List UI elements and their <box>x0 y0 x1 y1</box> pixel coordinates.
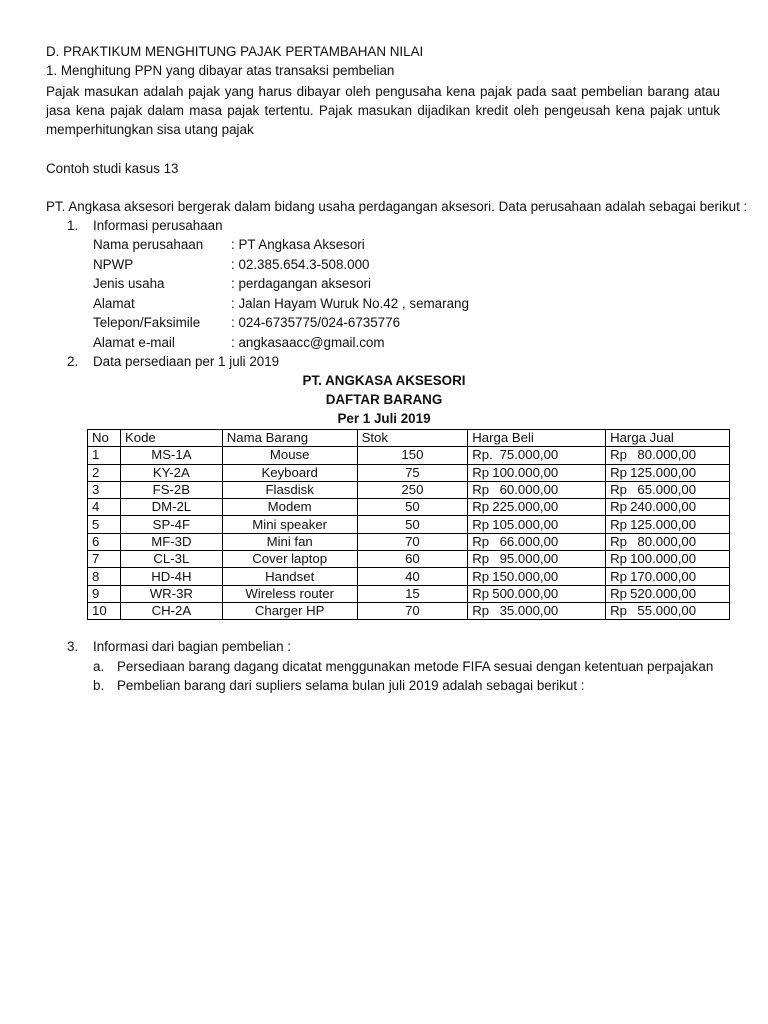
info-row <box>93 294 613 314</box>
amount: 125.000,00 <box>630 464 697 480</box>
table-date-title: Per 1 Juli 2019 <box>337 411 431 426</box>
info-row <box>93 255 613 275</box>
amount: 240.000,00 <box>630 499 697 515</box>
list-item-2: Data persediaan per 1 juli 2019 <box>93 354 280 369</box>
cell-harga-jual <box>606 464 730 481</box>
info-value: : 024-6735775/024-6735776 <box>231 315 401 330</box>
currency-label: Rp <box>610 447 627 463</box>
subheading: 1. Menghitung PPN yang dibayar atas transaksi pembelian <box>46 63 395 78</box>
sublist-item-b: Pembelian barang dari supliers selama bulan juli 2019 adalah sebagai berikut : <box>117 678 585 693</box>
cell-harga-beli <box>468 602 606 619</box>
cell-stok: 50 <box>357 499 468 516</box>
cell-stok: 70 <box>357 602 468 619</box>
cell-no: 4 <box>88 499 121 516</box>
case-title: Contoh studi kasus 13 <box>46 161 179 176</box>
currency-label: Rp <box>472 603 490 619</box>
amount: 100.000,00 <box>492 464 559 480</box>
table-row <box>88 516 730 533</box>
amount: 225.000,00 <box>492 499 559 515</box>
col-header-no: No <box>88 430 121 447</box>
table-row <box>88 602 730 619</box>
col-header-nama: Nama Barang <box>222 430 357 447</box>
currency-label: Rp <box>472 464 490 480</box>
amount: 150.000,00 <box>492 568 559 584</box>
cell-nama: Modem <box>222 499 357 516</box>
list-number-3: 3. <box>67 639 79 654</box>
intro-paragraph: Pajak masukan adalah pajak yang harus dibayar oleh pengusaha kena pajak pada saat pembelian barang atau jasa kena pajak dalam masa pajak tertentu. Pajak masukan dijadikan kredit oleh pengeusah kena pajak untuk memperhitungkan sisa utang pajak <box>46 84 720 137</box>
cell-kode: FS-2B <box>120 481 222 498</box>
cell-harga-jual <box>606 602 730 619</box>
sublist-letter-a: a. <box>93 659 105 674</box>
cell-stok: 60 <box>357 551 468 568</box>
currency-label: Rp <box>472 499 490 515</box>
cell-harga-jual <box>606 481 730 498</box>
cell-kode: SP-4F <box>120 516 222 533</box>
col-header-stok: Stok <box>357 430 468 447</box>
cell-stok: 150 <box>357 447 468 464</box>
cell-harga-jual <box>606 551 730 568</box>
info-label: Telepon/Faksimile <box>93 315 201 330</box>
cell-harga-jual <box>606 585 730 602</box>
cell-no: 3 <box>88 481 121 498</box>
company-info <box>93 235 613 352</box>
cell-nama: Mouse <box>222 447 357 464</box>
cell-stok: 50 <box>357 516 468 533</box>
cell-kode: DM-2L <box>120 499 222 516</box>
cell-harga-beli <box>468 516 606 533</box>
currency-label: Rp <box>472 533 490 549</box>
col-header-kode: Kode <box>120 430 222 447</box>
cell-no: 1 <box>88 447 121 464</box>
table-company-title: PT. ANGKASA AKSESORI <box>302 373 466 388</box>
info-value: : angkasaacc@gmail.com <box>231 334 385 350</box>
currency-label: Rp <box>472 551 490 567</box>
table-row <box>88 533 730 550</box>
currency-label: Rp. <box>472 447 493 463</box>
currency-label: Rp <box>610 516 627 532</box>
info-label: Nama perusahaan <box>93 237 204 252</box>
info-label: Alamat e-mail <box>93 334 175 350</box>
amount: 80.000,00 <box>637 533 697 549</box>
table-row <box>88 481 730 498</box>
cell-harga-jual <box>606 568 730 585</box>
info-row <box>93 333 613 353</box>
cell-nama: Flasdisk <box>222 481 357 498</box>
table-row <box>88 585 730 602</box>
cell-nama: Handset <box>222 568 357 585</box>
cell-harga-jual <box>606 516 730 533</box>
amount: 100.000,00 <box>630 551 697 567</box>
currency-label: Rp <box>610 603 627 619</box>
cell-stok: 70 <box>357 533 468 550</box>
cell-harga-beli <box>468 585 606 602</box>
cell-nama: Cover laptop <box>222 551 357 568</box>
sublist-item-a: Persediaan barang dagang dicatat menggunakan metode FIFA sesuai dengan ketentuan perpajakan <box>117 659 714 674</box>
cell-nama: Mini fan <box>222 533 357 550</box>
currency-label: Rp <box>610 551 627 567</box>
amount: 35.000,00 <box>499 603 559 619</box>
cell-no: 8 <box>88 568 121 585</box>
info-value: : perdagangan aksesori <box>231 276 371 291</box>
cell-no: 5 <box>88 516 121 533</box>
amount: 170.000,00 <box>630 568 697 584</box>
cell-nama: Keyboard <box>222 464 357 481</box>
cell-stok: 15 <box>357 585 468 602</box>
cell-kode: CL-3L <box>120 551 222 568</box>
currency-label: Rp <box>610 482 627 498</box>
cell-no: 7 <box>88 551 121 568</box>
cell-harga-beli <box>468 568 606 585</box>
cell-harga-jual <box>606 533 730 550</box>
currency-label: Rp <box>472 482 490 498</box>
currency-label: Rp <box>472 516 490 532</box>
info-label: NPWP <box>93 256 134 272</box>
list-number-2: 2. <box>67 354 79 369</box>
currency-label: Rp <box>472 568 490 584</box>
table-row <box>88 464 730 481</box>
table-row <box>88 499 730 516</box>
cell-nama: Mini speaker <box>222 516 357 533</box>
cell-harga-beli <box>468 464 606 481</box>
cell-harga-beli <box>468 533 606 550</box>
cell-harga-beli <box>468 551 606 568</box>
inventory-table <box>87 429 730 620</box>
amount: 55.000,00 <box>637 603 697 619</box>
table-row <box>88 551 730 568</box>
amount: 105.000,00 <box>492 516 559 532</box>
amount: 125.000,00 <box>630 516 697 532</box>
amount: 95.000,00 <box>499 551 559 567</box>
currency-label: Rp <box>610 464 627 480</box>
info-value: : 02.385.654.3-508.000 <box>231 256 370 272</box>
cell-nama: Wireless router <box>222 585 357 602</box>
cell-harga-beli <box>468 447 606 464</box>
cell-kode: WR-3R <box>120 585 222 602</box>
info-row <box>93 235 613 255</box>
amount: 65.000,00 <box>637 482 697 498</box>
cell-no: 10 <box>88 602 121 619</box>
info-value: : PT Angkasa Aksesori <box>231 237 365 252</box>
cell-no: 9 <box>88 585 121 602</box>
cell-kode: MS-1A <box>120 447 222 464</box>
info-value: : Jalan Hayam Wuruk No.42 , semarang <box>231 295 469 311</box>
cell-harga-beli <box>468 499 606 516</box>
cell-kode: CH-2A <box>120 602 222 619</box>
cell-kode: MF-3D <box>120 533 222 550</box>
currency-label: Rp <box>472 585 490 601</box>
cell-no: 2 <box>88 464 121 481</box>
cell-harga-jual <box>606 447 730 464</box>
table-header-row <box>88 430 730 447</box>
cell-nama: Charger HP <box>222 602 357 619</box>
amount: 75.000,00 <box>499 447 559 463</box>
col-header-harga-jual: Harga Jual <box>606 430 730 447</box>
amount: 500.000,00 <box>492 585 559 601</box>
cell-stok: 40 <box>357 568 468 585</box>
info-row <box>93 313 613 333</box>
cell-kode: KY-2A <box>120 464 222 481</box>
table-list-title: DAFTAR BARANG <box>325 392 443 407</box>
list-number-1: 1. <box>67 218 79 233</box>
cell-kode: HD-4H <box>120 568 222 585</box>
cell-harga-beli <box>468 481 606 498</box>
sublist-letter-b: b. <box>93 678 105 693</box>
table-row <box>88 568 730 585</box>
currency-label: Rp <box>610 533 627 549</box>
currency-label: Rp <box>610 568 627 584</box>
amount: 60.000,00 <box>499 482 559 498</box>
info-label: Alamat <box>93 295 135 311</box>
cell-harga-jual <box>606 499 730 516</box>
table-row <box>88 447 730 464</box>
section-heading: D. PRAKTIKUM MENGHITUNG PAJAK PERTAMBAHAN NILAI <box>46 44 424 59</box>
info-label: Jenis usaha <box>93 276 165 291</box>
cell-stok: 250 <box>357 481 468 498</box>
info-row <box>93 274 613 294</box>
currency-label: Rp <box>610 585 627 601</box>
list-item-1: Informasi perusahaan <box>93 218 223 233</box>
col-header-harga-beli: Harga Beli <box>468 430 606 447</box>
amount: 520.000,00 <box>630 585 697 601</box>
currency-label: Rp <box>610 499 627 515</box>
cell-stok: 75 <box>357 464 468 481</box>
company-intro: PT. Angkasa aksesori bergerak dalam bidang usaha perdagangan aksesori. Data perusahaan adalah sebagai berikut : <box>46 199 748 214</box>
amount: 66.000,00 <box>499 533 559 549</box>
cell-no: 6 <box>88 533 121 550</box>
amount: 80.000,00 <box>637 447 697 463</box>
list-item-3: Informasi dari bagian pembelian : <box>93 639 291 654</box>
